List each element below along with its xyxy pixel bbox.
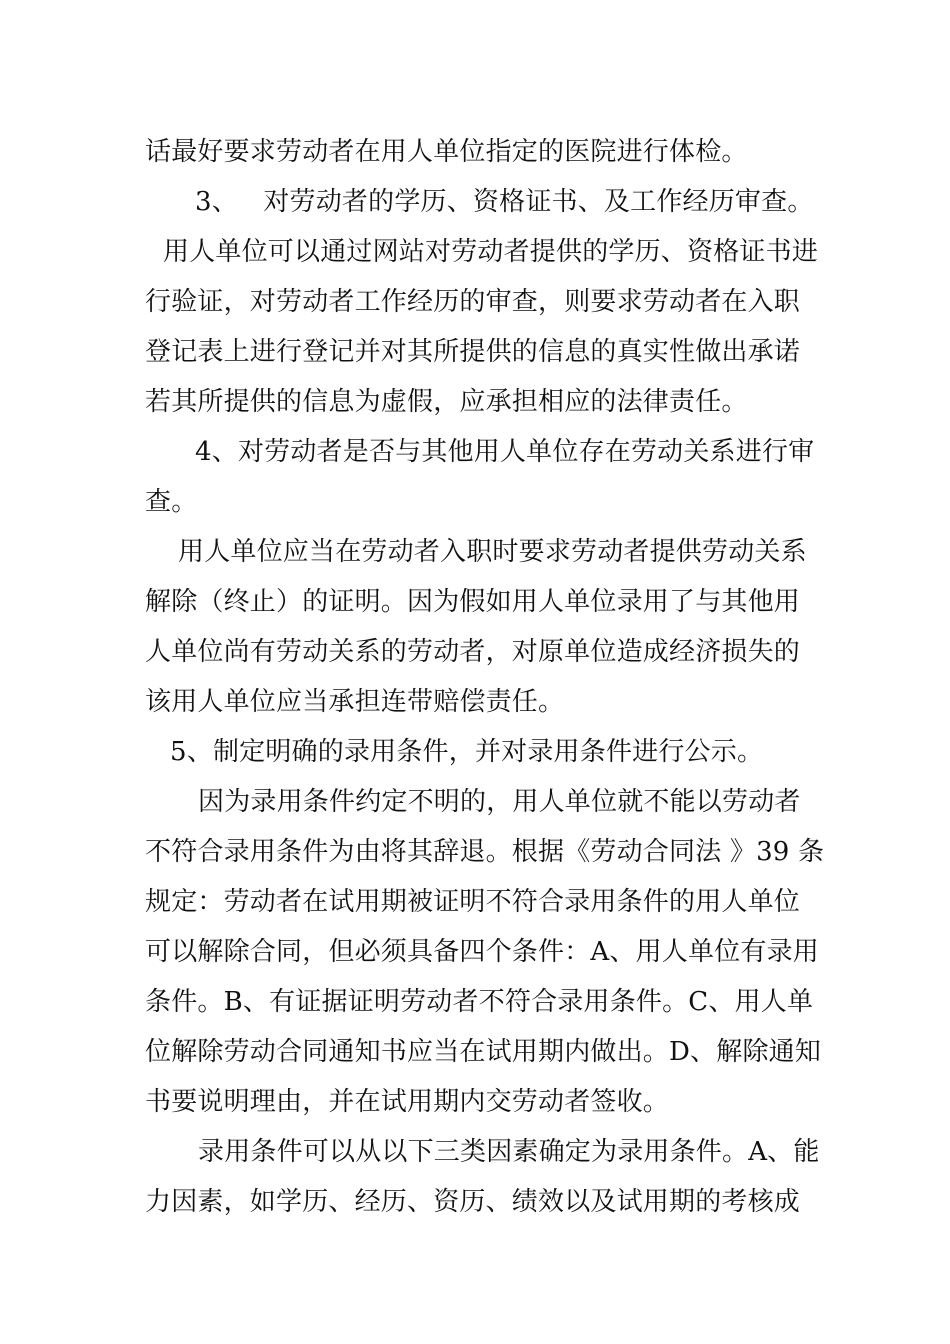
text-line-5: 登记表上进行登记并对其所提供的信息的真实性做出承诺 [145, 337, 801, 367]
text-line-2: 3、 对劳动者的学历、资格证书、及工作经历审查。 [195, 187, 814, 217]
text-line-22: 力因素，如学历、经历、资历、绩效以及试用期的考核成 [145, 1187, 801, 1217]
text-line-13: 5、制定明确的录用条件，并对录用条件进行公示。 [170, 737, 764, 767]
text-line-12: 该用人单位应当承担连带赔偿责任。 [145, 687, 565, 717]
text-line-19: 位解除劳动合同通知书应当在试用期内做出。D、解除通知 [145, 1037, 822, 1067]
text-line-7: 4、对劳动者是否与其他用人单位存在劳动关系进行审 [195, 437, 815, 467]
text-line-6: 若其所提供的信息为虚假，应承担相应的法律责任。 [145, 387, 748, 417]
text-line-10: 解除（终止）的证明。因为假如用人单位录用了与其他用 [145, 587, 801, 617]
text-line-11: 人单位尚有劳动关系的劳动者，对原单位造成经济损失的 [145, 637, 801, 667]
text-line-21: 录用条件可以从以下三类因素确定为录用条件。A、能 [198, 1137, 820, 1167]
text-line-3: 用人单位可以通过网站对劳动者提供的学历、资格证书进 [163, 237, 819, 267]
text-line-9: 用人单位应当在劳动者入职时要求劳动者提供劳动关系 [178, 537, 807, 567]
text-line-4: 行验证，对劳动者工作经历的审查，则要求劳动者在入职 [145, 287, 801, 317]
text-line-14: 因为录用条件约定不明的，用人单位就不能以劳动者 [198, 787, 801, 817]
text-line-20: 书要说明理由，并在试用期内交劳动者签收。 [145, 1087, 670, 1117]
text-line-17: 可以解除合同，但必须具备四个条件：A、用人单位有录用 [145, 937, 819, 967]
text-line-16: 规定：劳动者在试用期被证明不符合录用条件的用人单位 [145, 887, 801, 917]
text-line-1: 话最好要求劳动者在用人单位指定的医院进行体检。 [145, 137, 748, 167]
text-line-18: 条件。B、有证据证明劳动者不符合录用条件。C、用人单 [145, 987, 814, 1017]
text-line-15: 不符合录用条件为由将其辞退。根据《劳动合同法 》39 条 [145, 837, 825, 867]
text-line-8: 查。 [145, 487, 198, 517]
